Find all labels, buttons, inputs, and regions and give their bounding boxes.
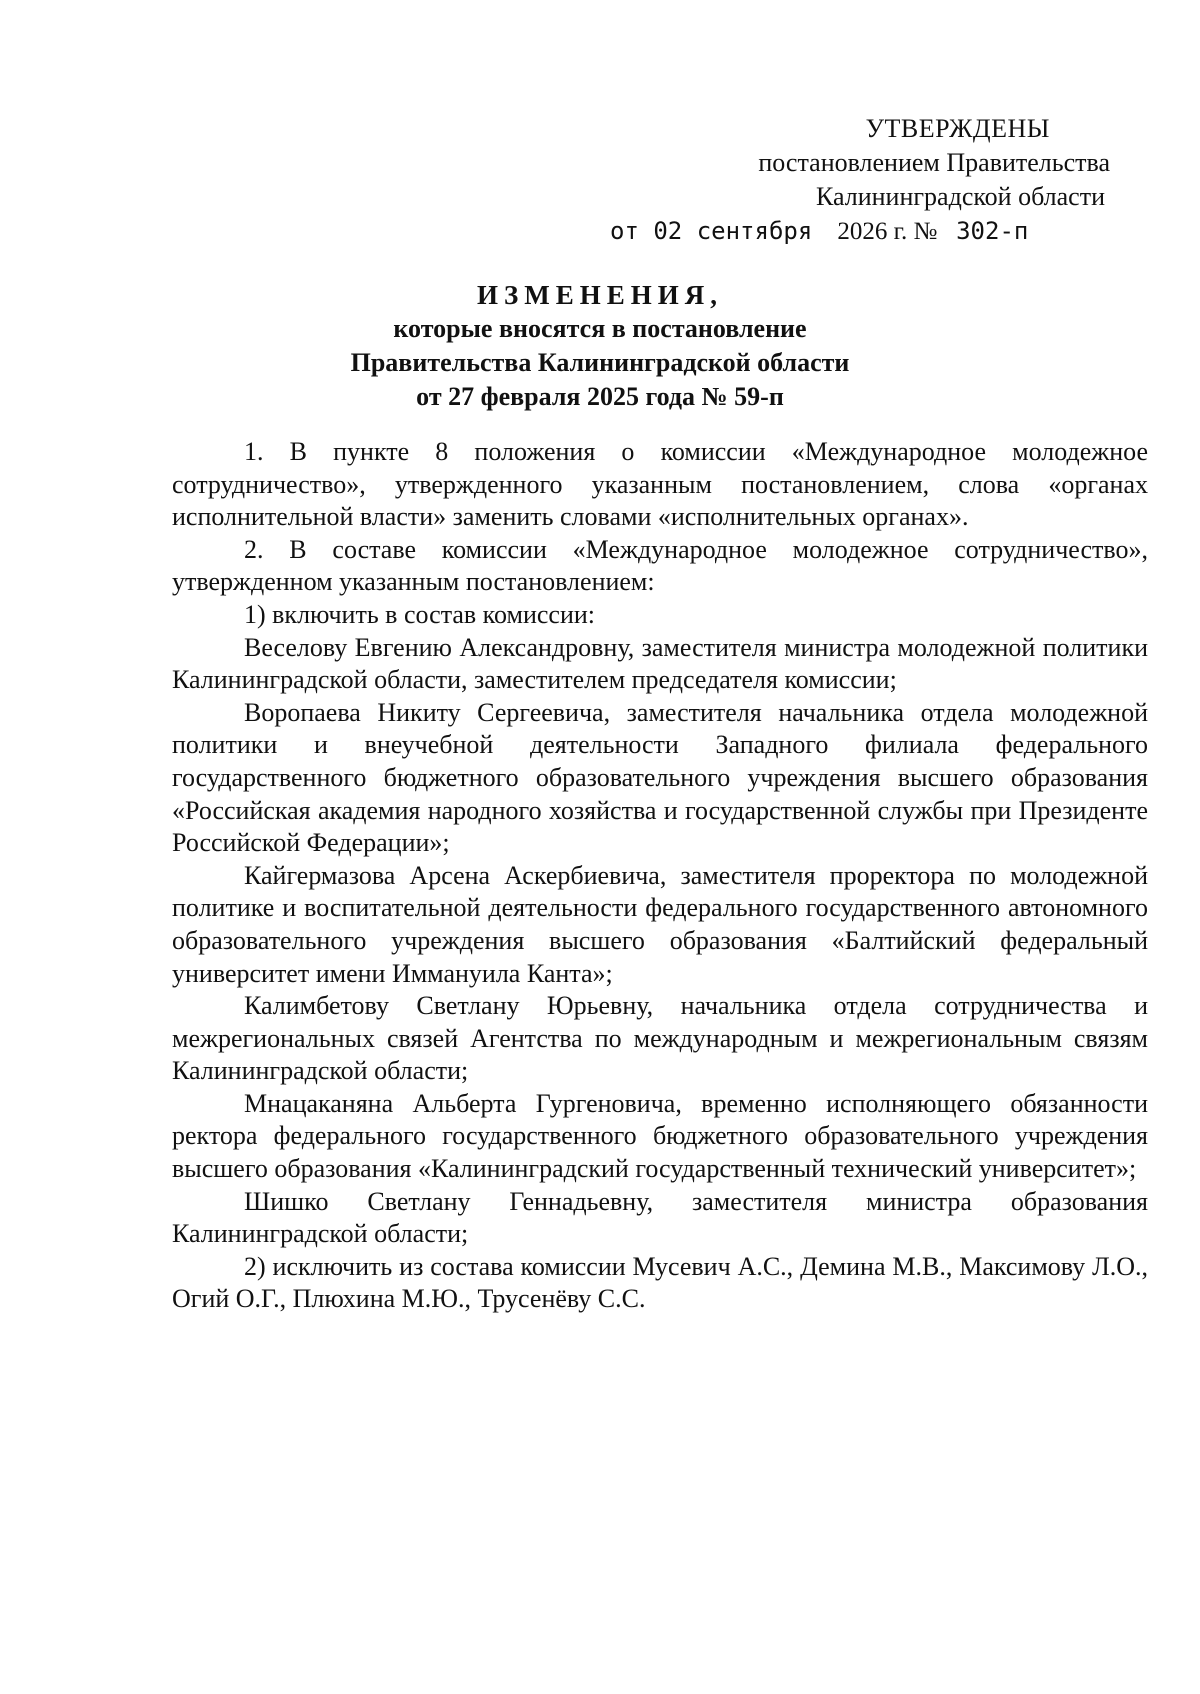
paragraph: Мнацаканяна Альберта Гургеновича, временно исполняющего обязанности ректора федерального государственного бюджетного образовательного учреждения высшего образования «Калининградский государственный технический университет»; [172, 1088, 1148, 1184]
number-sign: № [913, 218, 938, 245]
paragraph: 1. В пункте 8 положения о комиссии «Международное молодежное сотрудничество», утвержденного указанным постановлением, слова «органах исполнительной власти» заменить словами «исполнительных органах». [172, 437, 1148, 532]
paragraph: Кайгермазова Арсена Аскербиевича, заместителя проректора по молодежной политике и воспитательной деятельности федерального государственного автономного образовательного учреждения высшего образования «Балтийский федеральный университет имени Иммануила Канта»; [172, 860, 1148, 988]
heading-sub-1: которые вносятся в постановление [393, 314, 807, 343]
paragraph: 1) включить в состав комиссии: [244, 599, 595, 629]
paragraph: 2. В составе комиссии «Международное молодежное сотрудничество», утвержденном указанным постановлением: [172, 534, 1148, 597]
document-heading [0, 278, 1200, 414]
approval-line-resolution: постановлением Правительства [758, 148, 1110, 177]
date-prefix: от [610, 217, 654, 245]
paragraph: 2) исключить из состава комиссии Мусевич А.С., Демина М.В., Максимову Л.О., Огий О.Г., Плюхина М.Ю., Трусенёву С.С. [172, 1251, 1148, 1314]
paragraph: Воропаева Никиту Сергеевича, заместителя начальника отдела молодежной политики и внеучебной деятельности Западного филиала федерального государственного бюджетного образовательного учреждения высшего образования «Российская академия народного хозяйства и государственной службы при Президенте Российской Федерации»; [172, 697, 1148, 858]
paragraph: Веселову Евгению Александровну, заместителя министра молодежной политики Калининградской области, заместителем председателя комиссии; [172, 632, 1148, 695]
heading-sub-2: Правительства Калининградской области [350, 348, 850, 377]
approval-date-line [610, 214, 1130, 249]
date-stamp: 02 сентября [653, 217, 813, 245]
approval-line-region: Калининградской области [815, 182, 1105, 211]
paragraph: Калимбетову Светлану Юрьевну, начальника отдела сотрудничества и межрегиональных связей Агентства по международным и межрегиональным связям Калининградской области; [172, 991, 1148, 1086]
number-stamp: 302-п [956, 217, 1029, 245]
approval-title: УТВЕРЖДЕНЫ [865, 114, 1050, 143]
heading-sub-3: от 27 февраля 2025 года № 59-п [416, 382, 784, 411]
document-body [172, 436, 1148, 1316]
heading-main: ИЗМЕНЕНИЯ, [476, 280, 723, 310]
approval-block [610, 112, 1110, 245]
date-year: 2026 г. [837, 218, 908, 245]
paragraph: Шишко Светлану Геннадьевну, заместителя министра образования Калининградской области; [172, 1186, 1148, 1249]
